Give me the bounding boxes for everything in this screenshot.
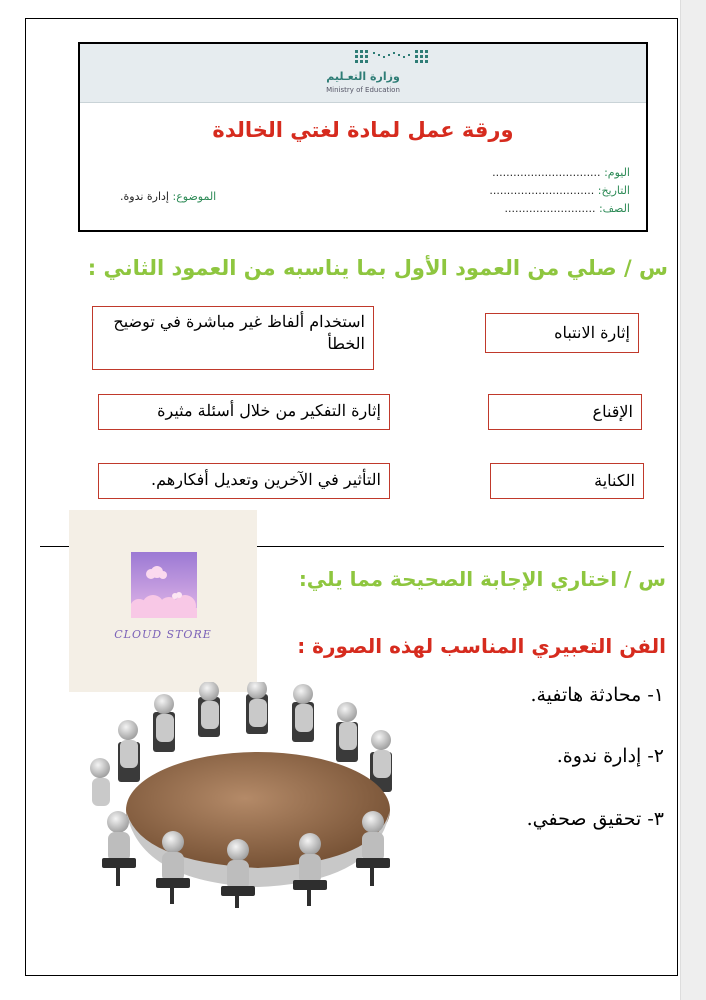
question2-prompt: الفن التعبيري المناسب لهذه الصورة : bbox=[297, 634, 666, 658]
meeting-illustration bbox=[78, 682, 418, 910]
cloud-store-logo bbox=[131, 552, 197, 618]
cloud-store-text: CLOUD STORE bbox=[114, 628, 212, 641]
date-value: .............................. bbox=[489, 184, 595, 197]
column-a-item-3[interactable]: الكناية bbox=[490, 463, 644, 499]
column-b-item-3[interactable]: التأثير في الآخرين وتعديل أفكارهم. bbox=[98, 463, 390, 499]
column-b-item-1[interactable]: استخدام ألفاظ غير مباشرة في توضيح الخطأ bbox=[92, 306, 374, 370]
day-value: ............................... bbox=[492, 166, 601, 179]
worksheet-header bbox=[78, 42, 648, 232]
ministry-logo-icon bbox=[353, 48, 433, 68]
choice-2[interactable]: ٢- إدارة ندوة. bbox=[556, 745, 664, 767]
ministry-banner bbox=[80, 44, 646, 103]
class-label: الصف: bbox=[598, 202, 630, 215]
topic-field bbox=[120, 190, 216, 203]
column-a-item-2[interactable]: الإقناع bbox=[488, 394, 642, 430]
column-b-item-2[interactable]: إثارة التفكير من خلال أسئلة مثيرة bbox=[98, 394, 390, 430]
topic-value: إدارة ندوة. bbox=[120, 190, 169, 203]
date-field[interactable] bbox=[489, 184, 630, 197]
question2-heading: س / اختاري الإجابة الصحيحة مما يلي: bbox=[298, 567, 666, 591]
topic-label: الموضوع: bbox=[172, 190, 217, 203]
class-field[interactable] bbox=[505, 202, 630, 215]
date-label: التاريخ: bbox=[597, 184, 630, 197]
choice-3[interactable]: ٣- تحقيق صحفي. bbox=[526, 808, 664, 830]
cloud-store-watermark bbox=[69, 510, 257, 692]
question1-heading: س / صلي من العمود الأول بما يناسبه من العمود الثاني : bbox=[87, 256, 668, 280]
class-value: .......................... bbox=[504, 202, 596, 215]
choice-1[interactable]: ١- محادثة هاتفية. bbox=[530, 684, 664, 706]
worksheet-title: ورقة عمل لمادة لغتي الخالدة bbox=[212, 118, 514, 142]
day-label: اليوم: bbox=[604, 166, 630, 179]
column-a-item-1[interactable]: إثارة الانتباه bbox=[485, 313, 639, 353]
ministry-name-english: Ministry of Education bbox=[326, 86, 400, 94]
ministry-name-arabic: وزارة التعـليم bbox=[326, 70, 400, 83]
day-field[interactable] bbox=[492, 166, 630, 179]
right-margin-strip bbox=[680, 0, 706, 1000]
